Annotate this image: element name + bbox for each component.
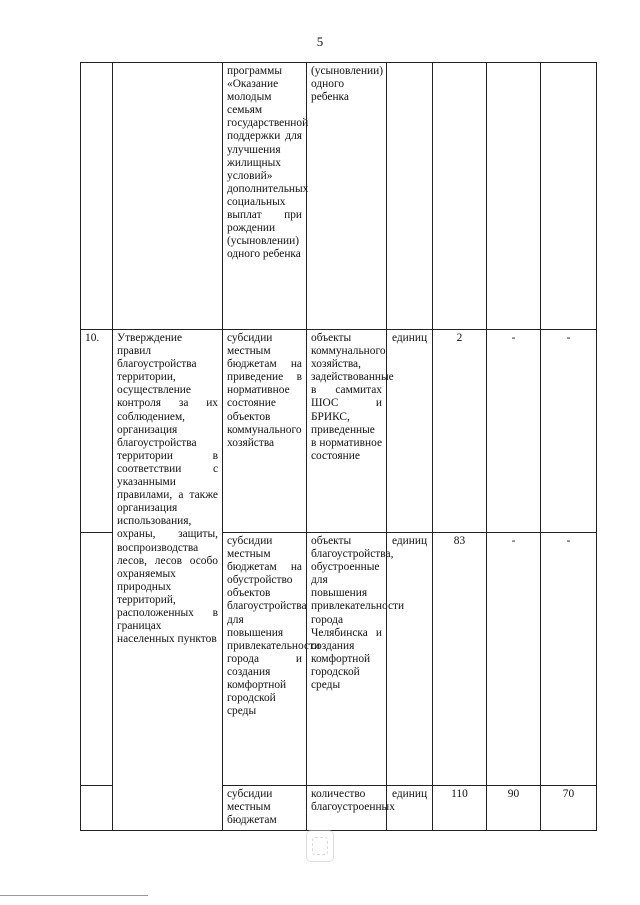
value-cell: 70 — [541, 786, 597, 831]
unit-cell: единиц — [387, 330, 433, 533]
indicator-cell: (усыновлении) одного ребенка — [307, 63, 387, 330]
value-cell: - — [487, 533, 541, 786]
value-cell — [487, 63, 541, 330]
value-cell: 83 — [433, 533, 487, 786]
footer-rule — [0, 895, 148, 896]
table-row — [81, 330, 597, 533]
program-table — [80, 62, 597, 831]
unit-cell: единиц — [387, 533, 433, 786]
row-number: 10. — [81, 330, 113, 533]
task-cell — [113, 63, 223, 330]
page-number: 5 — [316, 34, 324, 49]
task-cell: Утверждение правил благоустройства территории, осуществление контроля за их соблюдением, организация благоустройства территории в соответствии с указанными правилами, а также организация использования, охраны, защиты, воспроизводства лесов, лесов особо охраняемых природных территорий, расположенных в границах населенных пунктов — [113, 330, 223, 831]
measure-cell: субсидии местным бюджетам — [223, 786, 307, 831]
row-number-empty — [81, 786, 113, 831]
measure-cell: субсидии местным бюджетам на обустройство объектов благоустройства для повышения привлекательности города и создания комфортной городской среды — [223, 533, 307, 786]
unit-cell: единиц — [387, 786, 433, 831]
faint-stamp-mark — [306, 830, 334, 862]
row-number-empty — [81, 533, 113, 786]
row-number — [81, 63, 113, 330]
unit-cell — [387, 63, 433, 330]
value-cell: - — [487, 330, 541, 533]
value-cell: 110 — [433, 786, 487, 831]
indicator-cell: объекты коммунального хозяйства, задействованные в саммитах ШОС и БРИКС, приведенные в нормативное состояние — [307, 330, 387, 533]
value-cell — [433, 63, 487, 330]
value-cell — [541, 63, 597, 330]
indicator-cell: количество благоустроенных — [307, 786, 387, 831]
table-row — [81, 63, 597, 330]
value-cell: - — [541, 533, 597, 786]
indicator-cell: объекты благоустройства, обустроенные для повышения привлекательности города Челябинска и создания комфортной городской среды — [307, 533, 387, 786]
value-cell: 2 — [433, 330, 487, 533]
measure-cell: субсидии местным бюджетам на приведение в нормативное состояние объектов коммунального хозяйства — [223, 330, 307, 533]
value-cell: 90 — [487, 786, 541, 831]
value-cell: - — [541, 330, 597, 533]
measure-cell: программы «Оказание молодым семьям государственной поддержки для улучшения жилищных условий» дополнительных социальных выплат при рождении (усыновлении) одного ребенка — [223, 63, 307, 330]
